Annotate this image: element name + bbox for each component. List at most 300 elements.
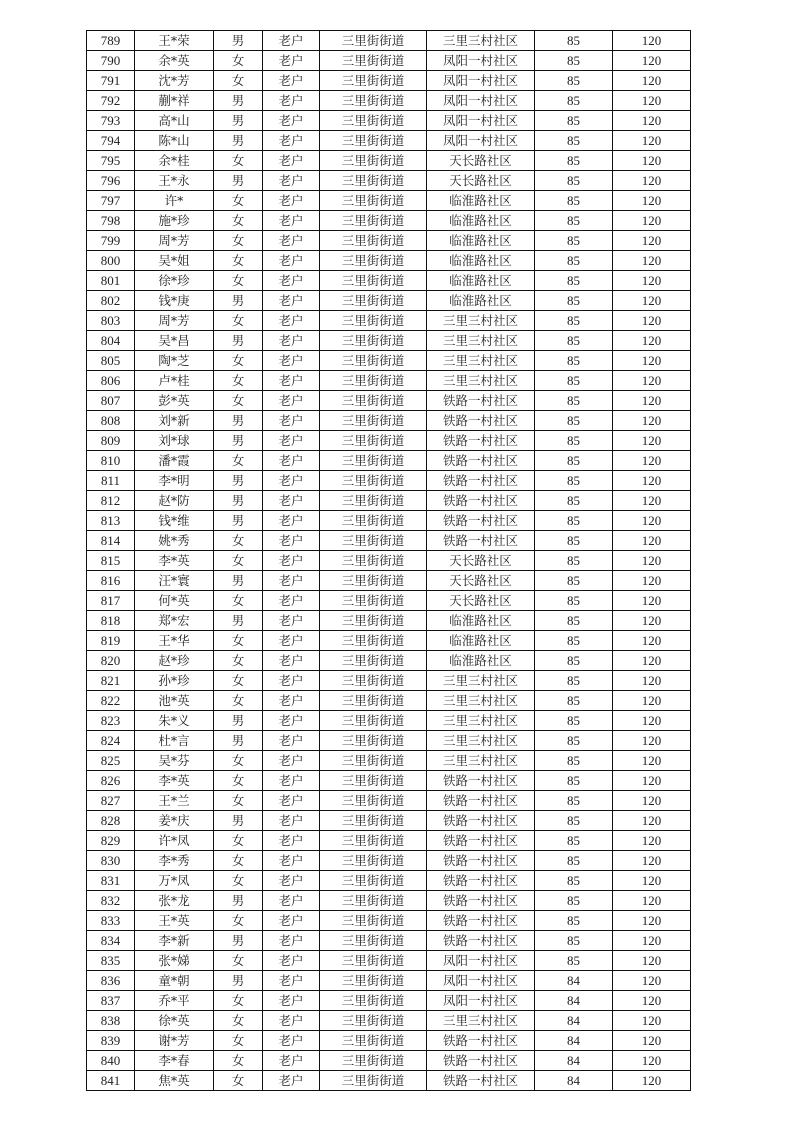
community-cell: 临淮路社区 — [427, 631, 535, 651]
table-row — [87, 551, 691, 571]
category-cell: 老户 — [263, 911, 320, 931]
table-row — [87, 231, 691, 251]
street-cell: 三里街街道 — [320, 691, 427, 711]
community-cell: 铁路一村社区 — [427, 831, 535, 851]
street-cell: 三里街街道 — [320, 1011, 427, 1031]
age-cell: 85 — [535, 91, 613, 111]
community-cell: 临淮路社区 — [427, 291, 535, 311]
community-cell: 三里三村社区 — [427, 751, 535, 771]
table-row — [87, 391, 691, 411]
community-cell: 临淮路社区 — [427, 211, 535, 231]
street-cell: 三里街街道 — [320, 471, 427, 491]
community-cell: 天长路社区 — [427, 171, 535, 191]
table-row — [87, 511, 691, 531]
gender-cell: 女 — [214, 831, 263, 851]
age-cell: 84 — [535, 1071, 613, 1091]
street-cell: 三里街街道 — [320, 351, 427, 371]
community-cell: 临淮路社区 — [427, 191, 535, 211]
name-cell: 周*芳 — [135, 311, 214, 331]
gender-cell: 男 — [214, 431, 263, 451]
amount-cell: 120 — [613, 171, 691, 191]
name-cell: 赵*珍 — [135, 651, 214, 671]
category-cell: 老户 — [263, 391, 320, 411]
amount-cell: 120 — [613, 671, 691, 691]
amount-cell: 120 — [613, 131, 691, 151]
index-cell: 839 — [87, 1031, 135, 1051]
street-cell: 三里街街道 — [320, 531, 427, 551]
community-cell: 铁路一村社区 — [427, 931, 535, 951]
index-cell: 820 — [87, 651, 135, 671]
street-cell: 三里街街道 — [320, 131, 427, 151]
community-cell: 天长路社区 — [427, 551, 535, 571]
category-cell: 老户 — [263, 231, 320, 251]
index-cell: 812 — [87, 491, 135, 511]
table-row — [87, 931, 691, 951]
gender-cell: 女 — [214, 951, 263, 971]
street-cell: 三里街街道 — [320, 431, 427, 451]
name-cell: 朱*义 — [135, 711, 214, 731]
gender-cell: 女 — [214, 1011, 263, 1031]
category-cell: 老户 — [263, 1011, 320, 1031]
gender-cell: 女 — [214, 851, 263, 871]
age-cell: 85 — [535, 251, 613, 271]
gender-cell: 男 — [214, 611, 263, 631]
gender-cell: 女 — [214, 911, 263, 931]
gender-cell: 女 — [214, 1031, 263, 1051]
gender-cell: 女 — [214, 651, 263, 671]
table-row — [87, 311, 691, 331]
table-row — [87, 731, 691, 751]
amount-cell: 120 — [613, 511, 691, 531]
category-cell: 老户 — [263, 171, 320, 191]
street-cell: 三里街街道 — [320, 211, 427, 231]
community-cell: 三里三村社区 — [427, 711, 535, 731]
table-row — [87, 211, 691, 231]
name-cell: 刘*新 — [135, 411, 214, 431]
table-row — [87, 91, 691, 111]
community-cell: 凤阳一村社区 — [427, 971, 535, 991]
age-cell: 85 — [535, 111, 613, 131]
amount-cell: 120 — [613, 931, 691, 951]
street-cell: 三里街街道 — [320, 911, 427, 931]
name-cell: 沈*芳 — [135, 71, 214, 91]
street-cell: 三里街街道 — [320, 451, 427, 471]
name-cell: 吴*姐 — [135, 251, 214, 271]
gender-cell: 女 — [214, 631, 263, 651]
category-cell: 老户 — [263, 671, 320, 691]
community-cell: 临淮路社区 — [427, 271, 535, 291]
table-row — [87, 651, 691, 671]
community-cell: 铁路一村社区 — [427, 771, 535, 791]
amount-cell: 120 — [613, 411, 691, 431]
gender-cell: 男 — [214, 731, 263, 751]
category-cell: 老户 — [263, 131, 320, 151]
age-cell: 85 — [535, 191, 613, 211]
age-cell: 85 — [535, 671, 613, 691]
name-cell: 李*英 — [135, 551, 214, 571]
age-cell: 85 — [535, 811, 613, 831]
gender-cell: 女 — [214, 211, 263, 231]
name-cell: 池*英 — [135, 691, 214, 711]
category-cell: 老户 — [263, 551, 320, 571]
category-cell: 老户 — [263, 351, 320, 371]
gender-cell: 女 — [214, 531, 263, 551]
gender-cell: 男 — [214, 891, 263, 911]
street-cell: 三里街街道 — [320, 811, 427, 831]
street-cell: 三里街街道 — [320, 311, 427, 331]
gender-cell: 男 — [214, 971, 263, 991]
street-cell: 三里街街道 — [320, 551, 427, 571]
index-cell: 805 — [87, 351, 135, 371]
street-cell: 三里街街道 — [320, 371, 427, 391]
gender-cell: 女 — [214, 371, 263, 391]
age-cell: 85 — [535, 31, 613, 51]
amount-cell: 120 — [613, 951, 691, 971]
street-cell: 三里街街道 — [320, 171, 427, 191]
category-cell: 老户 — [263, 371, 320, 391]
index-cell: 828 — [87, 811, 135, 831]
name-cell: 王*华 — [135, 631, 214, 651]
table-row — [87, 191, 691, 211]
age-cell: 85 — [535, 871, 613, 891]
gender-cell: 女 — [214, 71, 263, 91]
category-cell: 老户 — [263, 311, 320, 331]
amount-cell: 120 — [613, 211, 691, 231]
community-cell: 临淮路社区 — [427, 651, 535, 671]
amount-cell: 120 — [613, 591, 691, 611]
category-cell: 老户 — [263, 991, 320, 1011]
amount-cell: 120 — [613, 151, 691, 171]
category-cell: 老户 — [263, 971, 320, 991]
street-cell: 三里街街道 — [320, 771, 427, 791]
category-cell: 老户 — [263, 1031, 320, 1051]
index-cell: 809 — [87, 431, 135, 451]
age-cell: 84 — [535, 1011, 613, 1031]
street-cell: 三里街街道 — [320, 1031, 427, 1051]
category-cell: 老户 — [263, 471, 320, 491]
community-cell: 三里三村社区 — [427, 731, 535, 751]
amount-cell: 120 — [613, 731, 691, 751]
street-cell: 三里街街道 — [320, 391, 427, 411]
category-cell: 老户 — [263, 611, 320, 631]
table-row — [87, 751, 691, 771]
amount-cell: 120 — [613, 871, 691, 891]
name-cell: 何*英 — [135, 591, 214, 611]
amount-cell: 120 — [613, 791, 691, 811]
community-cell: 凤阳一村社区 — [427, 991, 535, 1011]
gender-cell: 女 — [214, 751, 263, 771]
category-cell: 老户 — [263, 71, 320, 91]
index-cell: 825 — [87, 751, 135, 771]
age-cell: 85 — [535, 851, 613, 871]
category-cell: 老户 — [263, 731, 320, 751]
amount-cell: 120 — [613, 971, 691, 991]
index-cell: 835 — [87, 951, 135, 971]
category-cell: 老户 — [263, 271, 320, 291]
age-cell: 85 — [535, 491, 613, 511]
community-cell: 临淮路社区 — [427, 231, 535, 251]
table-row — [87, 591, 691, 611]
gender-cell: 女 — [214, 771, 263, 791]
name-cell: 童*朝 — [135, 971, 214, 991]
street-cell: 三里街街道 — [320, 611, 427, 631]
gender-cell: 男 — [214, 111, 263, 131]
street-cell: 三里街街道 — [320, 831, 427, 851]
street-cell: 三里街街道 — [320, 971, 427, 991]
name-cell: 吴*昌 — [135, 331, 214, 351]
index-cell: 796 — [87, 171, 135, 191]
amount-cell: 120 — [613, 391, 691, 411]
community-cell: 铁路一村社区 — [427, 391, 535, 411]
gender-cell: 女 — [214, 251, 263, 271]
street-cell: 三里街街道 — [320, 191, 427, 211]
street-cell: 三里街街道 — [320, 91, 427, 111]
name-cell: 徐*珍 — [135, 271, 214, 291]
street-cell: 三里街街道 — [320, 851, 427, 871]
name-cell: 李*英 — [135, 771, 214, 791]
street-cell: 三里街街道 — [320, 1051, 427, 1071]
age-cell: 85 — [535, 831, 613, 851]
name-cell: 谢*芳 — [135, 1031, 214, 1051]
index-cell: 792 — [87, 91, 135, 111]
table-row — [87, 351, 691, 371]
gender-cell: 男 — [214, 31, 263, 51]
community-cell: 铁路一村社区 — [427, 851, 535, 871]
index-cell: 823 — [87, 711, 135, 731]
index-cell: 837 — [87, 991, 135, 1011]
category-cell: 老户 — [263, 851, 320, 871]
category-cell: 老户 — [263, 251, 320, 271]
name-cell: 孙*珍 — [135, 671, 214, 691]
age-cell: 85 — [535, 891, 613, 911]
amount-cell: 120 — [613, 1011, 691, 1031]
community-cell: 铁路一村社区 — [427, 471, 535, 491]
table-row — [87, 691, 691, 711]
index-cell: 802 — [87, 291, 135, 311]
age-cell: 85 — [535, 371, 613, 391]
category-cell: 老户 — [263, 931, 320, 951]
name-cell: 许* — [135, 191, 214, 211]
name-cell: 高*山 — [135, 111, 214, 131]
street-cell: 三里街街道 — [320, 591, 427, 611]
age-cell: 85 — [535, 231, 613, 251]
index-cell: 815 — [87, 551, 135, 571]
street-cell: 三里街街道 — [320, 151, 427, 171]
community-cell: 凤阳一村社区 — [427, 111, 535, 131]
community-cell: 铁路一村社区 — [427, 1031, 535, 1051]
gender-cell: 男 — [214, 511, 263, 531]
amount-cell: 120 — [613, 331, 691, 351]
gender-cell: 女 — [214, 791, 263, 811]
age-cell: 85 — [535, 211, 613, 231]
amount-cell: 120 — [613, 471, 691, 491]
gender-cell: 女 — [214, 691, 263, 711]
amount-cell: 120 — [613, 311, 691, 331]
community-cell: 三里三村社区 — [427, 1011, 535, 1031]
table-row — [87, 1071, 691, 1091]
age-cell: 84 — [535, 991, 613, 1011]
age-cell: 85 — [535, 951, 613, 971]
name-cell: 王*永 — [135, 171, 214, 191]
table-row — [87, 371, 691, 391]
index-cell: 801 — [87, 271, 135, 291]
age-cell: 85 — [535, 351, 613, 371]
index-cell: 799 — [87, 231, 135, 251]
index-cell: 810 — [87, 451, 135, 471]
community-cell: 铁路一村社区 — [427, 531, 535, 551]
community-cell: 天长路社区 — [427, 571, 535, 591]
table-row — [87, 711, 691, 731]
age-cell: 85 — [535, 171, 613, 191]
index-cell: 817 — [87, 591, 135, 611]
name-cell: 徐*英 — [135, 1011, 214, 1031]
category-cell: 老户 — [263, 331, 320, 351]
gender-cell: 女 — [214, 351, 263, 371]
street-cell: 三里街街道 — [320, 231, 427, 251]
community-cell: 凤阳一村社区 — [427, 91, 535, 111]
gender-cell: 男 — [214, 571, 263, 591]
street-cell: 三里街街道 — [320, 751, 427, 771]
gender-cell: 女 — [214, 991, 263, 1011]
table-row — [87, 811, 691, 831]
table-row — [87, 1051, 691, 1071]
name-cell: 杜*言 — [135, 731, 214, 751]
street-cell: 三里街街道 — [320, 931, 427, 951]
category-cell: 老户 — [263, 591, 320, 611]
table-row — [87, 871, 691, 891]
index-cell: 814 — [87, 531, 135, 551]
community-cell: 铁路一村社区 — [427, 491, 535, 511]
table-row — [87, 151, 691, 171]
street-cell: 三里街街道 — [320, 891, 427, 911]
amount-cell: 120 — [613, 451, 691, 471]
index-cell: 834 — [87, 931, 135, 951]
category-cell: 老户 — [263, 711, 320, 731]
age-cell: 85 — [535, 711, 613, 731]
street-cell: 三里街街道 — [320, 71, 427, 91]
name-cell: 钱*维 — [135, 511, 214, 531]
index-cell: 807 — [87, 391, 135, 411]
community-cell: 凤阳一村社区 — [427, 71, 535, 91]
age-cell: 85 — [535, 511, 613, 531]
category-cell: 老户 — [263, 431, 320, 451]
amount-cell: 120 — [613, 571, 691, 591]
community-cell: 铁路一村社区 — [427, 411, 535, 431]
gender-cell: 男 — [214, 471, 263, 491]
street-cell: 三里街街道 — [320, 871, 427, 891]
name-cell: 李*秀 — [135, 851, 214, 871]
index-cell: 794 — [87, 131, 135, 151]
category-cell: 老户 — [263, 291, 320, 311]
amount-cell: 120 — [613, 811, 691, 831]
index-cell: 819 — [87, 631, 135, 651]
street-cell: 三里街街道 — [320, 951, 427, 971]
community-cell: 三里三村社区 — [427, 671, 535, 691]
category-cell: 老户 — [263, 691, 320, 711]
gender-cell: 男 — [214, 491, 263, 511]
name-cell: 赵*防 — [135, 491, 214, 511]
index-cell: 830 — [87, 851, 135, 871]
amount-cell: 120 — [613, 831, 691, 851]
index-cell: 808 — [87, 411, 135, 431]
street-cell: 三里街街道 — [320, 31, 427, 51]
table-row — [87, 531, 691, 551]
category-cell: 老户 — [263, 91, 320, 111]
table-row — [87, 951, 691, 971]
amount-cell: 120 — [613, 531, 691, 551]
age-cell: 85 — [535, 131, 613, 151]
age-cell: 85 — [535, 611, 613, 631]
name-cell: 潘*霞 — [135, 451, 214, 471]
table-row — [87, 31, 691, 51]
community-cell: 三里三村社区 — [427, 311, 535, 331]
category-cell: 老户 — [263, 891, 320, 911]
age-cell: 85 — [535, 791, 613, 811]
gender-cell: 女 — [214, 311, 263, 331]
amount-cell: 120 — [613, 191, 691, 211]
community-cell: 铁路一村社区 — [427, 511, 535, 531]
name-cell: 姜*庆 — [135, 811, 214, 831]
amount-cell: 120 — [613, 911, 691, 931]
name-cell: 王*兰 — [135, 791, 214, 811]
age-cell: 84 — [535, 1051, 613, 1071]
table-row — [87, 171, 691, 191]
table-row — [87, 451, 691, 471]
age-cell: 85 — [535, 591, 613, 611]
street-cell: 三里街街道 — [320, 111, 427, 131]
index-cell: 826 — [87, 771, 135, 791]
name-cell: 蒯*祥 — [135, 91, 214, 111]
street-cell: 三里街街道 — [320, 511, 427, 531]
category-cell: 老户 — [263, 1051, 320, 1071]
community-cell: 铁路一村社区 — [427, 891, 535, 911]
amount-cell: 120 — [613, 31, 691, 51]
community-cell: 铁路一村社区 — [427, 451, 535, 471]
age-cell: 85 — [535, 151, 613, 171]
data-table — [86, 30, 691, 1091]
table-row — [87, 671, 691, 691]
index-cell: 797 — [87, 191, 135, 211]
name-cell: 彭*英 — [135, 391, 214, 411]
community-cell: 临淮路社区 — [427, 611, 535, 631]
index-cell: 822 — [87, 691, 135, 711]
category-cell: 老户 — [263, 831, 320, 851]
category-cell: 老户 — [263, 31, 320, 51]
index-cell: 790 — [87, 51, 135, 71]
category-cell: 老户 — [263, 811, 320, 831]
name-cell: 汪*寰 — [135, 571, 214, 591]
name-cell: 张*龙 — [135, 891, 214, 911]
name-cell: 卢*桂 — [135, 371, 214, 391]
name-cell: 周*芳 — [135, 231, 214, 251]
name-cell: 余*英 — [135, 51, 214, 71]
name-cell: 万*凤 — [135, 871, 214, 891]
document-page — [86, 30, 691, 1091]
amount-cell: 120 — [613, 1071, 691, 1091]
age-cell: 85 — [535, 331, 613, 351]
index-cell: 804 — [87, 331, 135, 351]
age-cell: 85 — [535, 751, 613, 771]
gender-cell: 女 — [214, 391, 263, 411]
community-cell: 铁路一村社区 — [427, 1071, 535, 1091]
gender-cell: 男 — [214, 331, 263, 351]
amount-cell: 120 — [613, 691, 691, 711]
amount-cell: 120 — [613, 751, 691, 771]
index-cell: 836 — [87, 971, 135, 991]
amount-cell: 120 — [613, 251, 691, 271]
street-cell: 三里街街道 — [320, 1071, 427, 1091]
name-cell: 陶*芝 — [135, 351, 214, 371]
